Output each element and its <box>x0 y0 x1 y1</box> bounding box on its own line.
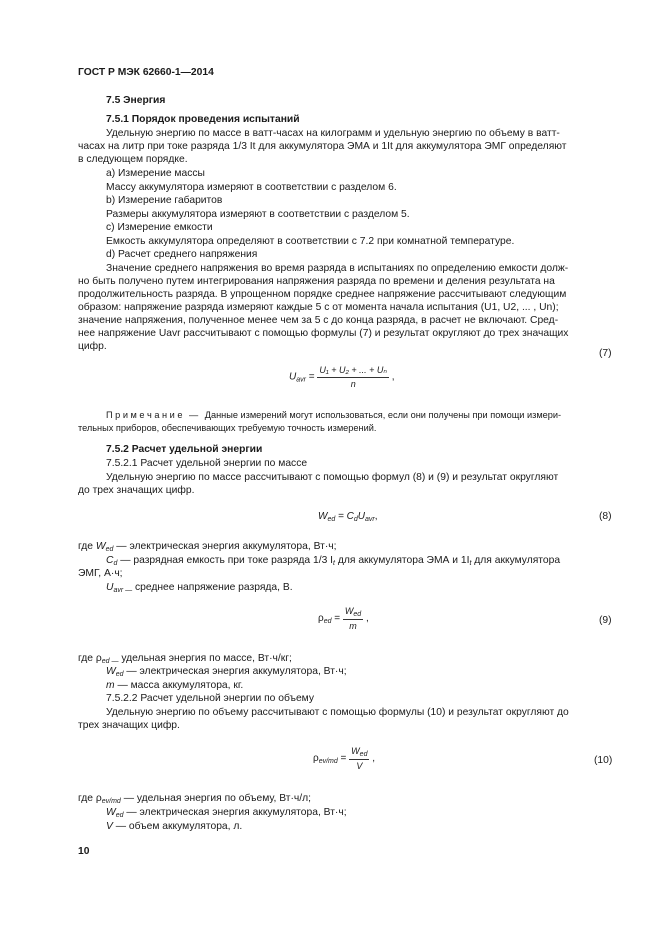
formula-9 <box>318 606 369 631</box>
formula-7-fraction <box>317 365 389 389</box>
list-item-a-text: Массу аккумулятора измеряют в соответствии с разделом 6. <box>106 182 397 193</box>
formula-10-eq: = <box>340 753 347 765</box>
section-title-7-5-1: 7.5.1 Порядок проведения испытаний <box>106 114 300 125</box>
formula-8-number: (8) <box>599 511 612 522</box>
where-10-line-v <box>106 820 242 833</box>
note-dash: — <box>189 410 199 420</box>
symbol-sub: d <box>113 560 118 567</box>
formula-8 <box>318 511 378 523</box>
formula-10-lhs: ρ <box>313 753 319 765</box>
note-text: Данные измерений могут использоваться, если они получены при помощи измери- <box>204 410 562 420</box>
symbol-u: U <box>106 582 114 593</box>
formula-10-tail: , <box>372 753 376 765</box>
list-item-b-title: b) Измерение габаритов <box>106 195 223 206</box>
formula-8-sub: d <box>353 516 358 523</box>
formula-10-numerator <box>349 746 369 760</box>
where-8-line-c2: ЭМГ, А·ч; <box>78 568 123 579</box>
where-8-line-c <box>106 554 560 570</box>
formula-7 <box>289 365 395 389</box>
list-item-b-text: Размеры аккумулятора измеряют в соответствии с разделом 5. <box>106 209 410 220</box>
formula-9-tail: , <box>365 613 369 625</box>
symbol-sub: ed <box>115 812 124 819</box>
formula-10-num-sub: ed <box>359 751 368 758</box>
paragraph-line: но быть получено путем интегрирования напряжения разряда по времени и деления результата на <box>78 276 555 287</box>
doc-header-code: ГОСТ Р МЭК 62660-1—2014 <box>78 67 214 78</box>
formula-8-u: U <box>357 511 366 522</box>
symbol-m: m <box>106 680 115 691</box>
definition-text: — масса аккумулятора, кг. <box>114 680 244 691</box>
symbol-v: V <box>106 821 113 832</box>
paragraph-line: Значение среднего напряжения во время разряда в испытаниях по определению емкости долж- <box>106 263 569 274</box>
paragraph-line: образом: напряжение разряда измеряют каждые 5 с от момента начала испытания (U1, U2, ... , Un); <box>78 302 559 313</box>
formula-8-c: = C <box>335 511 354 522</box>
subsection-title-7-5-2-2: 7.5.2.2 Расчет удельной энергии по объему <box>106 693 315 704</box>
symbol-sub: t <box>469 560 472 567</box>
definition-text: — разрядная емкость при токе разряда 1/3 I <box>117 555 334 566</box>
symbol-sub: ed <box>105 546 114 553</box>
formula-8-w: W <box>318 511 328 522</box>
formula-9-numerator <box>343 606 363 620</box>
formula-7-number: (7) <box>599 348 612 359</box>
formula-7-lhs: U <box>289 371 297 383</box>
paragraph-line: до трех значащих цифр. <box>78 485 195 496</box>
symbol-w: W <box>95 541 106 552</box>
paragraph-line: значение напряжения, полученное менее чем за 5 с до конца разряда, в расчет не включают. Сред- <box>78 315 559 326</box>
formula-7-numerator: U₁ + U₂ + ... + Uₙ <box>317 365 389 378</box>
symbol-sub: ed — <box>101 658 119 665</box>
symbol-sub: ev/md <box>101 798 121 805</box>
formula-7-denominator: n <box>350 379 356 389</box>
formula-9-eq: = <box>334 613 341 625</box>
paragraph-line: нее напряжение Uavr рассчитывают с помощью формулы (7) и результат округляют до трех значащих <box>78 328 569 339</box>
paragraph-line: продолжительность разряда. В упрощенном порядке среднее напряжение рассчитывают следующим <box>78 289 567 300</box>
formula-10-number: (10) <box>594 755 613 766</box>
definition-text: для аккумулятора ЭМА и 1I <box>335 555 470 566</box>
symbol-w: W <box>106 807 116 818</box>
paragraph-line: часах на литр при токе разряда 1/3 It для аккумулятора ЭМА и 1It для аккумулятора ЭМГ определяют <box>78 141 567 152</box>
definition-text: — электрическая энергия аккумулятора, Вт·ч; <box>123 807 347 818</box>
where-9-line-m <box>106 679 243 692</box>
where-prefix: где <box>78 541 94 552</box>
paragraph-line: в следующем порядке. <box>78 154 188 165</box>
list-item-c-text: Емкость аккумулятора определяют в соответствии с 7.2 при комнатной температуре. <box>106 236 515 247</box>
page-number: 10 <box>78 846 90 857</box>
paragraph-line: Удельную энергию по массе рассчитывают с помощью формул (8) и (9) и результат округляют <box>106 472 559 483</box>
paragraph-line: Удельную энергию по массе в ватт-часах на килограмм и удельную энергию по объему в ватт- <box>106 128 560 139</box>
formula-9-number: (9) <box>599 615 612 626</box>
note-label: П р и м е ч а н и е <box>106 410 183 420</box>
definition-text: среднее напряжение разряда, В. <box>132 582 293 593</box>
formula-10-denominator: V <box>356 761 363 771</box>
definition-text: — электрическая энергия аккумулятора, Вт·ч; <box>123 666 347 677</box>
formula-7-eq: = <box>308 371 315 383</box>
formula-8-sub: ed <box>327 516 336 523</box>
symbol-sub: avr — <box>113 587 133 594</box>
formula-10 <box>313 746 375 771</box>
where-prefix: где <box>78 653 94 664</box>
formula-9-fraction <box>343 606 363 631</box>
formula-9-num-sym: W <box>344 606 354 616</box>
symbol-rho: ρ <box>95 793 102 804</box>
symbol-c: C <box>106 555 114 566</box>
section-title-7-5-2: 7.5.2 Расчет удельной энергии <box>106 444 263 455</box>
formula-8-sub: avr <box>365 516 375 523</box>
list-item-d-title: d) Расчет среднего напряжения <box>106 249 258 260</box>
list-item-c-title: c) Измерение емкости <box>106 222 213 233</box>
formula-10-num-sym: W <box>351 746 360 756</box>
where-prefix: где <box>78 793 94 804</box>
paragraph-line: трех значащих цифр. <box>78 720 180 731</box>
list-item-a-title: a) Измерение массы <box>106 168 205 179</box>
definition-text: для аккумулятора <box>471 555 561 566</box>
formula-9-lhs-sub: ed <box>323 618 332 626</box>
formula-9-num-sub: ed <box>353 611 362 618</box>
formula-9-denominator: m <box>349 621 357 631</box>
definition-text: удельная энергия по массе, Вт·ч/кг; <box>118 653 292 664</box>
note-line-1 <box>106 410 561 420</box>
subsection-title-7-5-2-1: 7.5.2.1 Расчет удельной энергии по массе <box>106 458 308 469</box>
symbol-rho: ρ <box>95 653 102 664</box>
formula-10-fraction <box>349 746 369 771</box>
definition-text: — удельная энергия по объему, Вт·ч/л; <box>120 793 312 804</box>
section-title-7-5: 7.5 Энергия <box>106 95 166 106</box>
definition-text: — объем аккумулятора, л. <box>112 821 243 832</box>
note-line-2: тельных приборов, обеспечивающих требуемую точность измерений. <box>78 423 377 433</box>
symbol-sub: ed <box>115 671 124 678</box>
formula-9-lhs: ρ <box>318 613 324 625</box>
paragraph-line: цифр. <box>78 341 107 352</box>
formula-7-tail: , <box>391 371 395 383</box>
formula-8-tail: , <box>374 511 378 522</box>
formula-10-lhs-sub: ev/md <box>318 758 338 766</box>
paragraph-line: Удельную энергию по объему рассчитывают с помощью формулы (10) и результат округляют до <box>106 707 569 718</box>
where-8-line-u <box>106 581 293 597</box>
definition-text: — электрическая энергия аккумулятора, Вт·ч; <box>113 541 337 552</box>
symbol-sub: t <box>333 560 335 567</box>
symbol-w: W <box>106 666 116 677</box>
formula-7-lhs-sub: avr <box>296 376 306 384</box>
